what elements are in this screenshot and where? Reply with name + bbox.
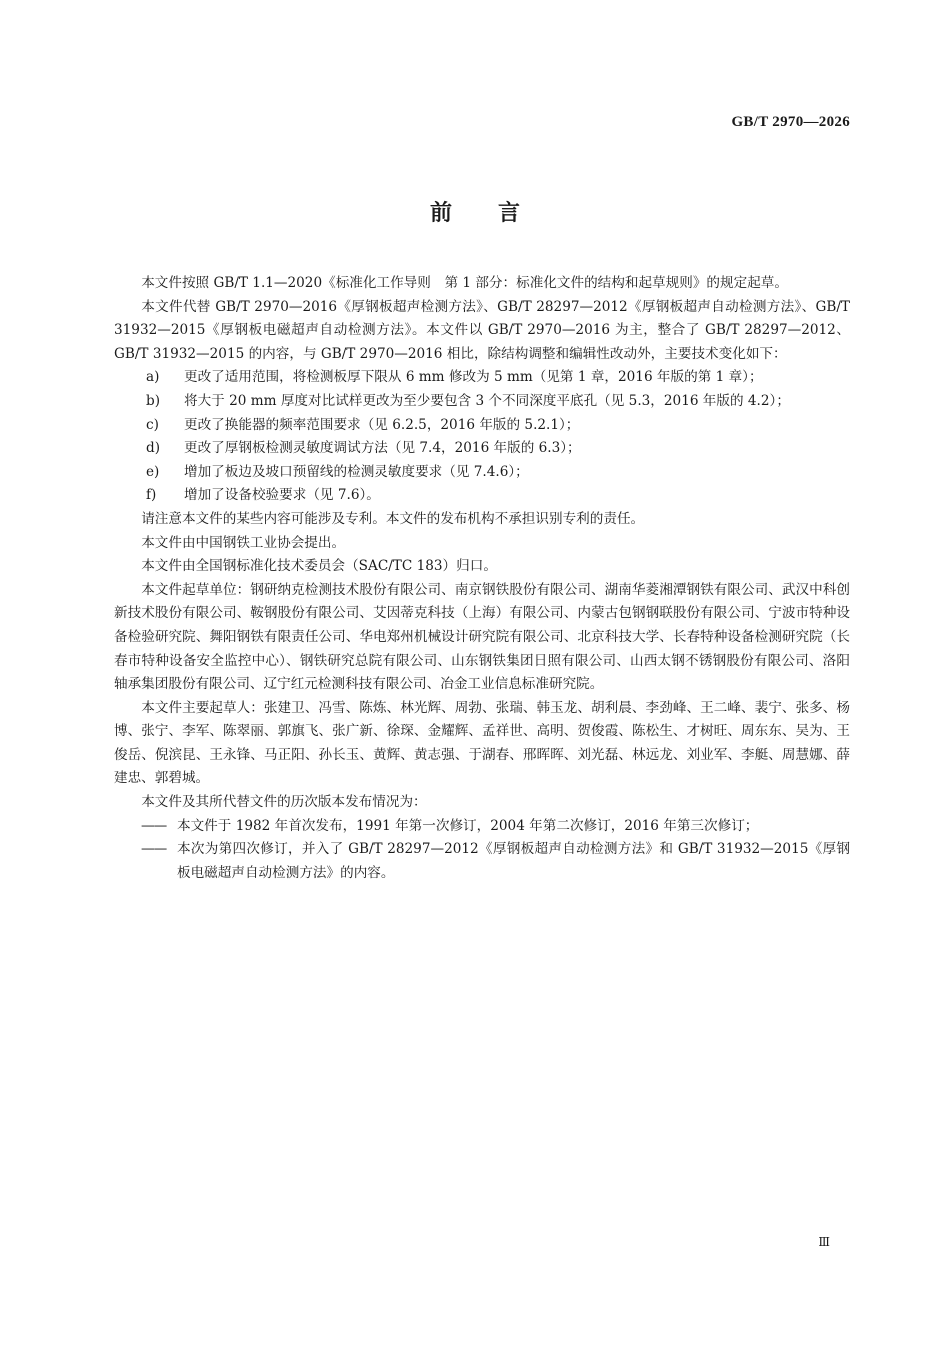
history-item-mark: —— bbox=[141, 841, 167, 858]
history-item bbox=[114, 838, 850, 885]
list-item-text: 增加了设备校验要求（见 7.6）。 bbox=[184, 487, 380, 504]
list-item-text: 更改了换能器的频率范围要求（见 6.2.5，2016 年版的 5.2.1）； bbox=[184, 416, 580, 433]
list-item bbox=[114, 366, 850, 390]
history-item-text: 本文件于 1982 年首次发布，1991 年第一次修订，2004 年第二次修订，2016 年第三次修订； bbox=[177, 817, 759, 834]
paragraph-drafting-units: 本文件起草单位：钢研纳克检测技术股份有限公司、南京钢铁股份有限公司、湖南华菱湘潭钢铁有限公司、武汉中科创新技术股份有限公司、鞍钢股份有限公司、艾因蒂克科技（上海）有限公司、内蒙古包钢钢联股份有限公司、宁波市特种设备检验研究院、舞阳钢铁有限责任公司、华电郑州机械设计研究院有限公司、北京科技大学、长春特种设备检测研究院（长春市特种设备安全监控中心）、钢铁研究总院有限公司、山东钢铁集团日照有限公司、山西太钢不锈钢股份有限公司、洛阳轴承集团股份有限公司、辽宁红元检测科技有限公司、冶金工业信息标准研究院。 bbox=[114, 581, 850, 693]
list-item-mark: f) bbox=[146, 487, 157, 504]
paragraph-committee: 本文件由全国钢标准化技术委员会（SAC/TC 183）归口。 bbox=[141, 558, 497, 575]
list-item bbox=[114, 437, 850, 461]
list-item-text: 更改了适用范围，将检测板厚下限从 6 mm 修改为 5 mm（见第 1 章，2016 年版的第 1 章）； bbox=[184, 369, 763, 386]
paragraph-patent-notice: 请注意本文件的某些内容可能涉及专利。本文件的发布机构不承担识别专利的责任。 bbox=[141, 510, 645, 527]
paragraph-replacement: 本文件代替 GB/T 2970—2016《厚钢板超声检测方法》、GB/T 28297—2012《厚钢板超声自动检测方法》、GB/T 31932—2015《厚钢板电磁超声自动检测方法》。本文件以 GB/T 2970—2016 为主，整合了 GB/T 28297—2012、GB/T 31932—2015 的内容，与 GB/T 2970—2016 相比，除结构调整和编辑性改动外，主要技术变化如下： bbox=[114, 298, 850, 362]
list-item-text: 更改了厚钢板检测灵敏度调试方法（见 7.4，2016 年版的 6.3）； bbox=[184, 440, 581, 457]
paragraph-drafters: 本文件主要起草人：张建卫、冯雪、陈炼、林光辉、周勃、张瑞、韩玉龙、胡利晨、李劲峰、王二峰、裴宁、张多、杨博、张宁、李军、陈翠丽、郭旗飞、张广新、徐琛、金耀辉、孟祥世、高明、贺俊霞、陈松生、才树旺、周东东、吴为、王俊岳、倪滨昆、王永锋、马正阳、孙长玉、黄辉、黄志强、于湖春、邢晖晖、刘光磊、林远龙、刘业军、李艇、周慧娜、薛建忠、郭碧城。 bbox=[114, 699, 850, 787]
page-title: 前言 bbox=[429, 201, 566, 226]
list-item bbox=[114, 390, 850, 414]
list-item-text: 将大于 20 mm 厚度对比试样更改为至少要包含 3 个不同深度平底孔（见 5.3，2016 年版的 4.2）； bbox=[184, 392, 790, 409]
paragraph-drafting-rules: 本文件按照 GB/T 1.1—2020《标准化工作导则 第 1 部分：标准化文件的结构和起草规则》的规定起草。 bbox=[141, 275, 788, 291]
history-item bbox=[114, 815, 850, 839]
list-item-mark: c) bbox=[146, 416, 159, 433]
history-item-mark: —— bbox=[141, 817, 167, 834]
list-item-mark: a) bbox=[146, 369, 160, 386]
list-item bbox=[114, 484, 850, 508]
foreword-body bbox=[114, 272, 850, 885]
paragraph-proposer: 本文件由中国钢铁工业协会提出。 bbox=[141, 534, 346, 551]
list-item-mark: d) bbox=[146, 440, 161, 457]
history-item-text: 本次为第四次修订，并入了 GB/T 28297—2012《厚钢板超声自动检测方法》和 GB/T 31932—2015《厚钢板电磁超声自动检测方法》的内容。 bbox=[177, 841, 850, 881]
paragraph-history-intro: 本文件及其所代替文件的历次版本发布情况为： bbox=[141, 794, 427, 811]
list-item-mark: b) bbox=[146, 392, 161, 409]
page-number: Ⅲ bbox=[818, 1235, 830, 1249]
list-item-text: 增加了板边及坡口预留线的检测灵敏度要求（见 7.4.6）； bbox=[184, 463, 529, 480]
list-item bbox=[114, 461, 850, 485]
list-item-mark: e) bbox=[146, 463, 160, 480]
standard-number: GB/T 2970—2026 bbox=[731, 114, 850, 130]
list-item bbox=[114, 414, 850, 438]
